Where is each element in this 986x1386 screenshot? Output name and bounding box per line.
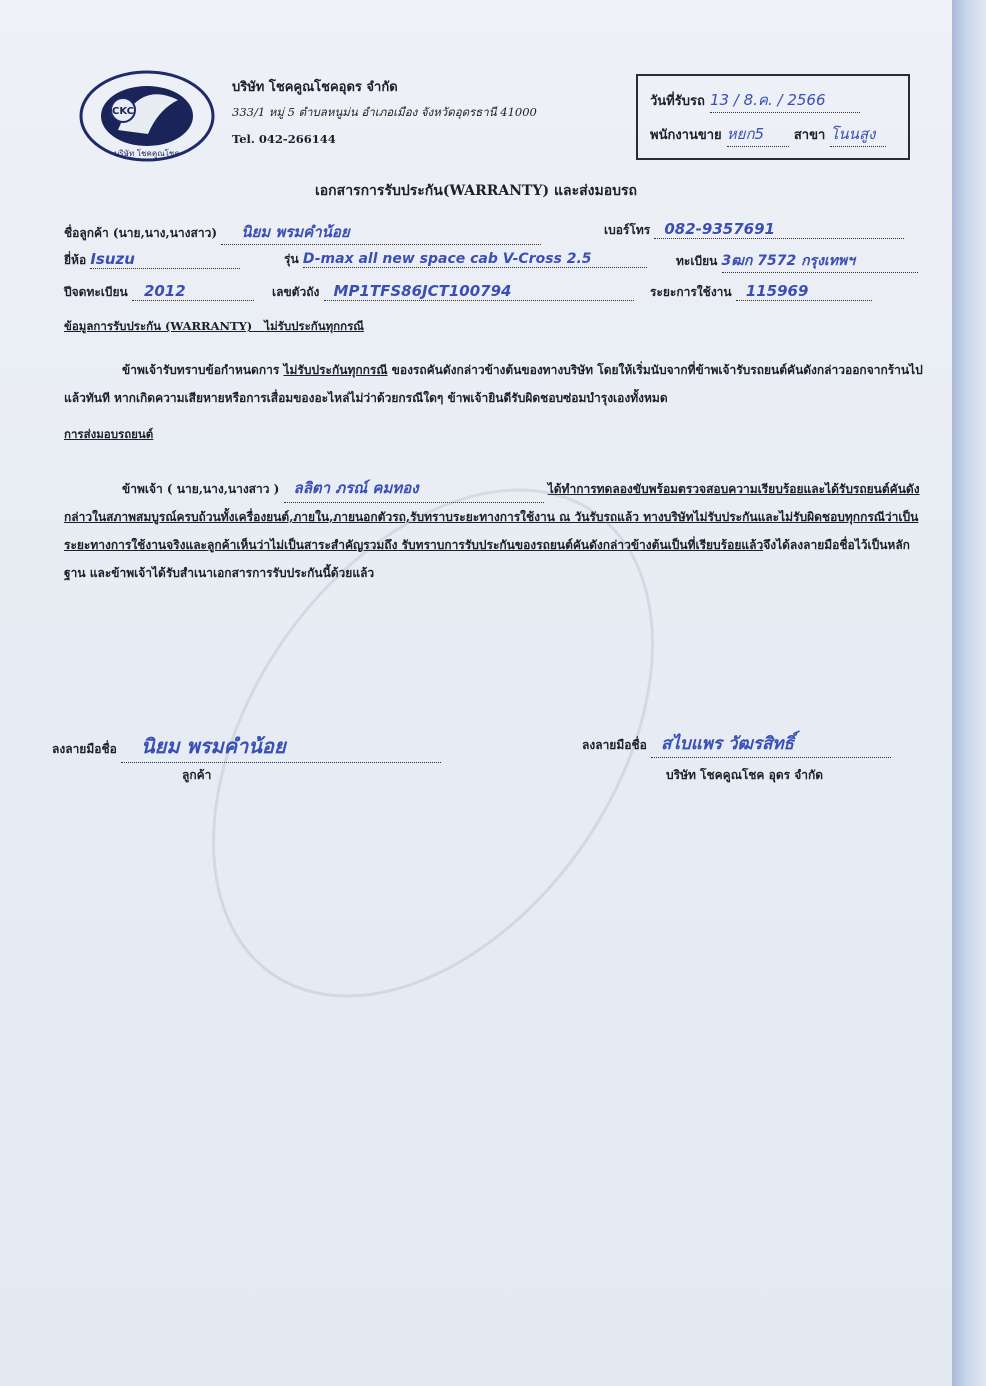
chassis-value: MP1TFS86JCT100794: [324, 282, 634, 301]
plate-row: [676, 250, 918, 273]
para2-part3: จึงได้ลงลายมือชื่อไว้เป็นหลักฐาน และข้าพเจ้าได้รับสำเนาเอกสารการรับประกันนี้ด้วยแล้ว: [64, 538, 910, 580]
plate-value: 3ฒก 7572 กรุงเทพฯ: [722, 250, 918, 273]
company-logo: [78, 70, 216, 162]
customer-role: ลูกค้า: [182, 768, 212, 782]
warranty-heading: [64, 318, 364, 336]
document-title: เอกสารการรับประกัน(WARRANTY) และส่งมอบรถ: [314, 183, 637, 199]
company-role: บริษัท โชคคูณโชค อุดร จำกัด: [666, 768, 824, 782]
chassis-row: [272, 282, 634, 302]
year-value: 2012: [132, 282, 254, 301]
receipt-date-value: 13 / 8.ค. / 2566: [710, 88, 860, 113]
company-tel: Tel. 042-266144: [232, 132, 336, 146]
model-row: [284, 250, 647, 269]
company-signature-label: ลงลายมือชื่อ: [582, 738, 647, 752]
receipt-box: [636, 74, 910, 160]
company-signature: สไบแพร วัฒรสิทธิ์: [651, 730, 891, 758]
branch-label: สาขา: [793, 128, 826, 143]
sales-value: หยก5: [727, 122, 789, 147]
para2-signer: ลลิตา ภรณ์ คมทอง: [284, 474, 544, 503]
logo-ring-text: บริษัท โชคคูณโชค: [114, 149, 180, 158]
mileage-value: 115969: [736, 282, 872, 301]
brand-row: [64, 250, 240, 270]
phone-label: เบอร์โทร: [604, 223, 651, 237]
logo-text: CKC: [112, 106, 134, 117]
receipt-date-label: วันที่รับรถ: [650, 94, 705, 109]
brand-value: Isuzu: [90, 250, 240, 269]
warranty-heading-text: ข้อมูลการรับประกัน (WARRANTY): [64, 319, 253, 333]
warranty-heading-note: ไม่รับประกันทุกกรณี: [264, 319, 364, 333]
model-value: D-max all new space cab V-Cross 2.5: [303, 251, 647, 268]
customer-signature: นิยม พรมคำน้อย: [121, 730, 441, 763]
year-row: [64, 282, 254, 302]
para2-part2: ได้ทำการทดลองขับพร้อมตรวจสอบความเรียบร้อยและได้รับรถยนต์คันดังกล่าวในสภาพสมบูรณ์ครบถ้วนทั้งเครื่องยนต์,ภายใน,ภายนอกตัวรถ,รับทราบระยะทางการใช้งาน ณ วันรับรถแล้ว ทางบริษัทไม่รับประกันและไม่รับผิดชอบทุกกรณีว่าเป็นระยะทางการใช้งานจริงและลูกค้าเห็นว่าไม่เป็นสาระสำคัญรวมถึง รับทราบการรับประกันของรถยนต์คันดังกล่าวข้างต้นเป็นที่เรียบร้อยแล้ว: [64, 482, 920, 552]
mileage-row: [650, 282, 872, 302]
company-name: บริษัท โชคคูณโชคอุดร จำกัด: [232, 80, 398, 95]
para1-part1: ข้าพเจ้ารับทราบข้อกำหนดการ: [122, 363, 280, 377]
para2-part1: ข้าพเจ้า ( นาย,นาง,นางสาว ): [122, 482, 280, 496]
warranty-paragraph: [64, 356, 924, 412]
chassis-label: เลขตัวถัง: [272, 285, 320, 299]
phone-value: 082-9357691: [654, 220, 904, 239]
delivery-heading: การส่งมอบรถยนต์: [64, 427, 154, 441]
customer-signature-label: ลงลายมือชื่อ: [52, 742, 117, 756]
para1-part3: ของรถคันดังกล่าวข้างต้นของทางบริษัท โดยให้เริ่มนับจากที่ข้าพเจ้ารับรถยนต์คันดังกล่าวออกจากร้านไปแล้วทันที หากเกิดความเสียหายหรือการเสื่อมของอะไหล่ไม่ว่าด้วยกรณีใดๆ ข้าพเจ้ายินดีรับผิดชอบซ่อมบำรุงเองทั้งหมด: [64, 363, 923, 405]
page-edge: [952, 0, 986, 1386]
customer-name-label: ชื่อลูกค้า (นาย,นาง,นางสาว): [64, 226, 217, 240]
branch-value: โนนสูง: [830, 122, 886, 147]
company-signature-row: [582, 730, 891, 758]
para1-no-warranty: ไม่รับประกันทุกกรณี: [283, 363, 388, 377]
sales-label: พนักงานขาย: [650, 128, 722, 143]
customer-name-row: [64, 220, 541, 245]
company-address: 333/1 หมู่ 5 ตำบลหนูม่น อำเภอเมือง จังหวัดอุดรธานี 41000: [232, 105, 537, 119]
plate-label: ทะเบียน: [676, 254, 718, 268]
customer-name-value: นิยม พรมคำน้อย: [221, 220, 541, 245]
model-label: รุ่น: [284, 252, 299, 266]
mileage-label: ระยะการใช้งาน: [650, 285, 732, 299]
customer-signature-row: [52, 730, 441, 763]
brand-label: ยี่ห้อ: [64, 253, 87, 267]
year-label: ปีจดทะเบียน: [64, 285, 128, 299]
customer-phone-row: [604, 220, 904, 240]
